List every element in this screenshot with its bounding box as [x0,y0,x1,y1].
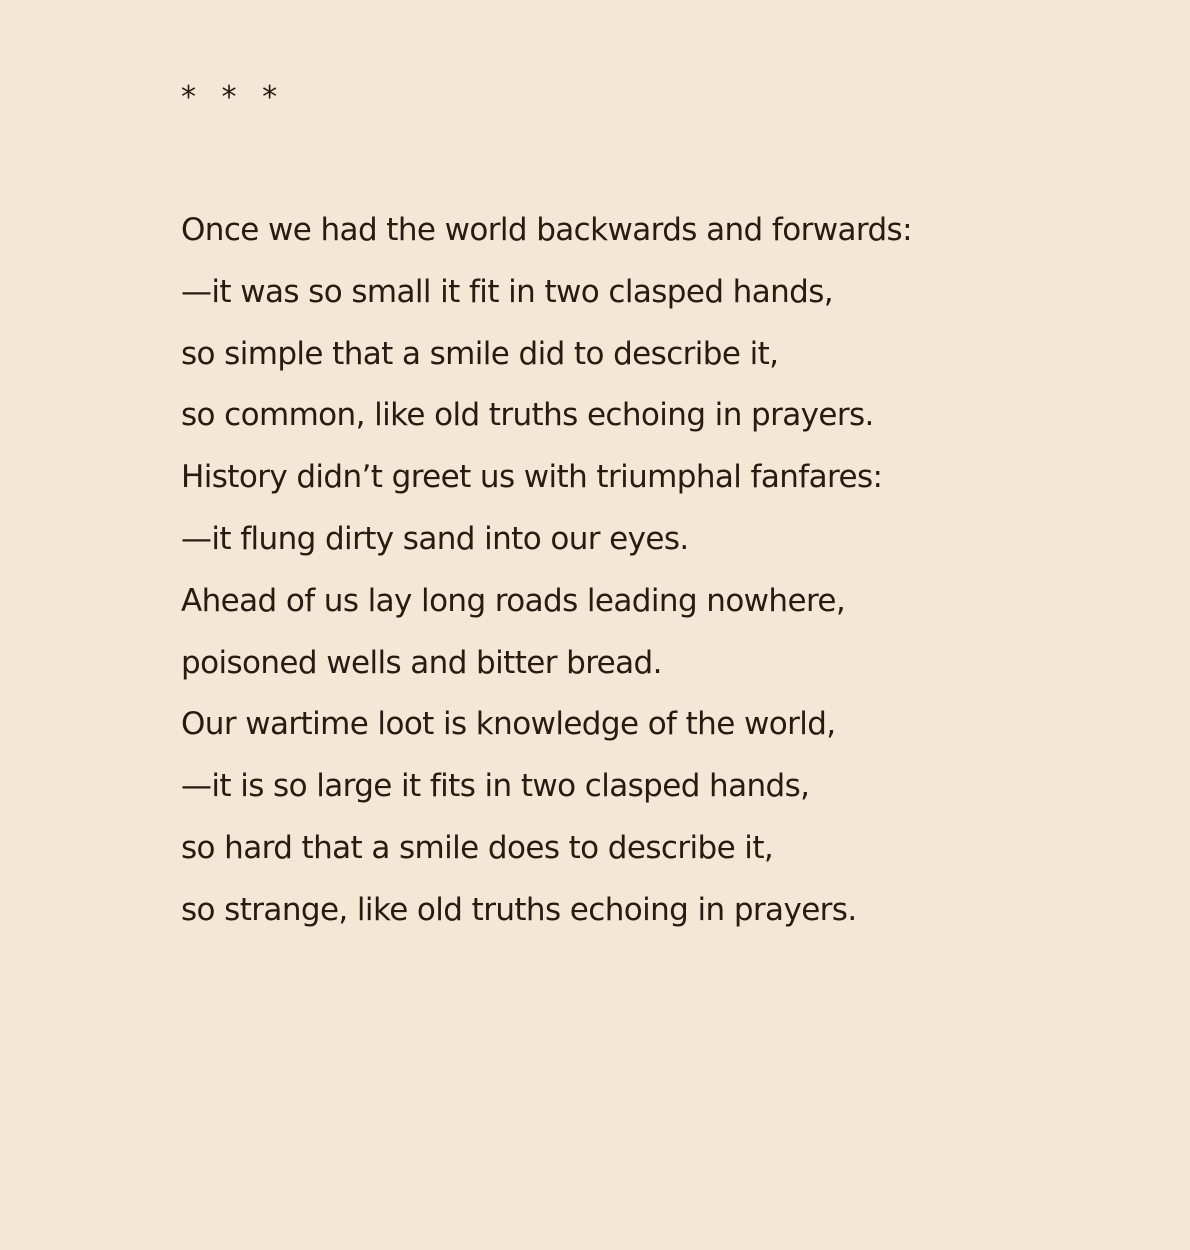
poem-line: —it is so large it fits in two clasped hands, [181,768,810,805]
section-divider-asterisks: * * * [181,80,286,115]
poem-stanza [181,200,1081,942]
poem-line: —it flung dirty sand into our eyes. [181,520,689,557]
poem-line: History didn’t greet us with triumphal fanfares: [181,459,883,496]
poem-line: so simple that a smile did to describe it, [181,335,779,372]
poem-page [181,78,1081,942]
poem-line: Ahead of us lay long roads leading nowhere, [181,582,846,619]
poem-line: —it was so small it fit in two clasped hands, [181,273,834,310]
poem-line: so hard that a smile does to describe it, [181,829,774,866]
poem-line: Our wartime loot is knowledge of the world, [181,706,836,743]
poem-line: poisoned wells and bitter bread. [181,644,662,681]
poem-line: so strange, like old truths echoing in prayers. [181,891,857,928]
poem-line: Once we had the world backwards and forwards: [181,212,912,248]
poem-line: so common, like old truths echoing in prayers. [181,397,874,434]
